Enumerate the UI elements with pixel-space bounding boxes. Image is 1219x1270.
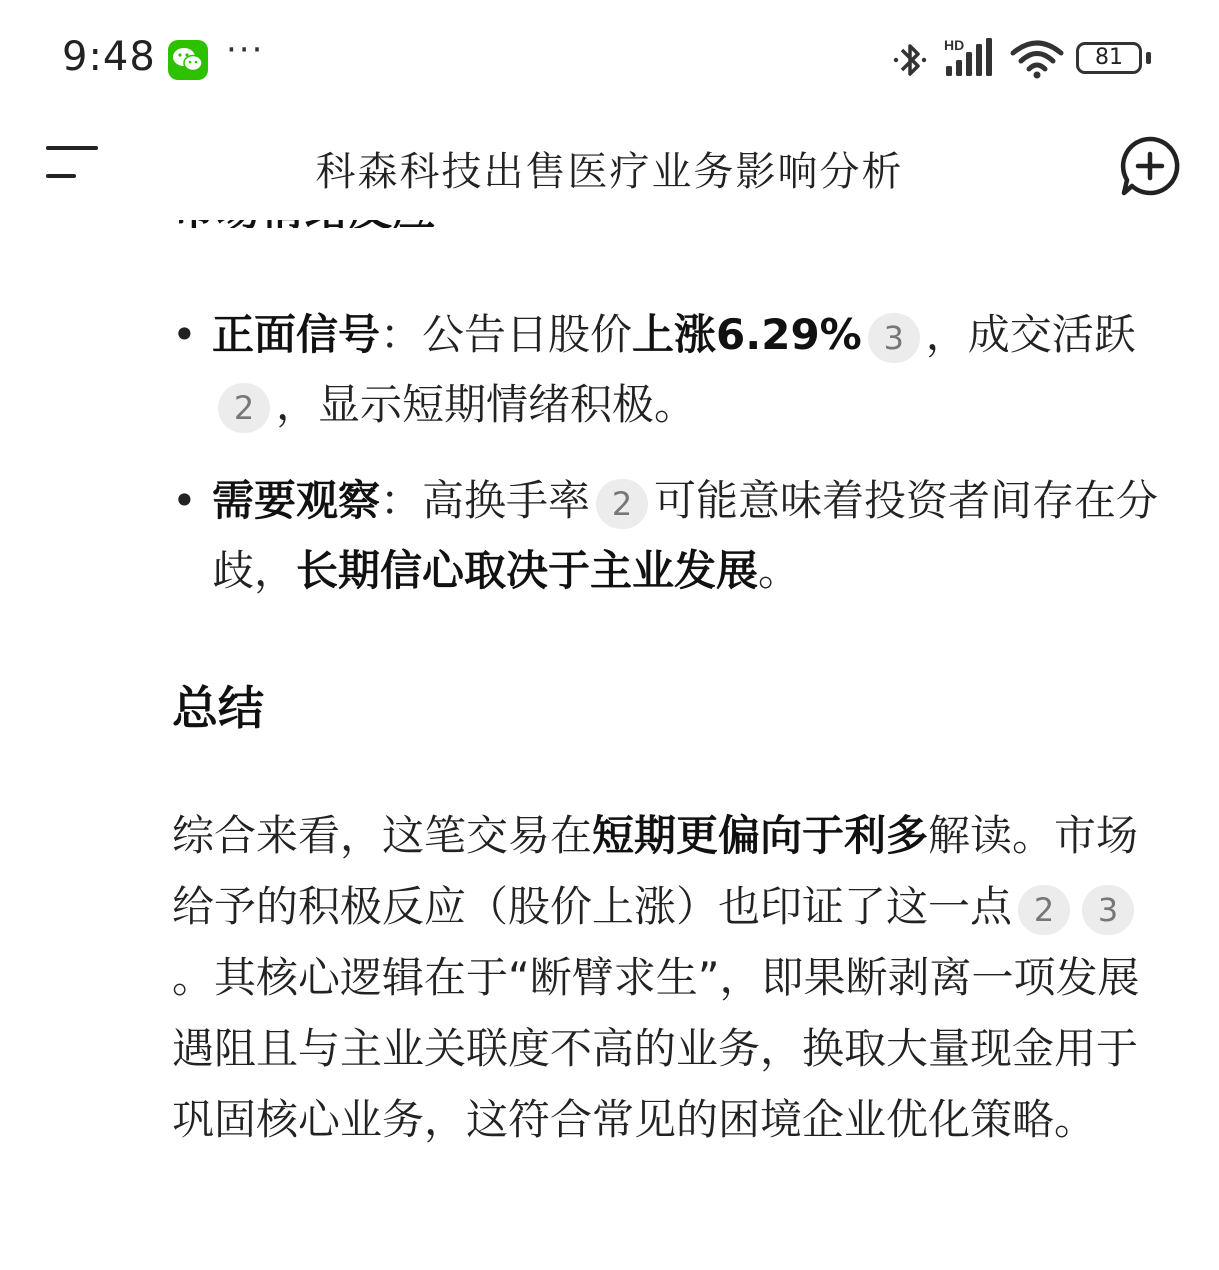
citation-badge[interactable]: 2 [218, 383, 270, 433]
app-header [0, 110, 1219, 220]
bullet-text: 公告日股价 [422, 310, 633, 359]
bullet-list [172, 300, 1172, 606]
citation-badge[interactable]: 3 [1082, 885, 1134, 935]
summary-text: 解读。市场给予的积极反应（股价上涨）也印证了这一点 [172, 811, 1139, 931]
citation-badge[interactable]: 2 [1018, 885, 1070, 935]
page-title: 科森科技出售医疗业务影响分析 [315, 149, 904, 195]
bluetooth-icon [890, 40, 930, 80]
summary-bold-text: 短期更偏向于利多 [592, 811, 929, 860]
citation-badge[interactable]: 2 [596, 479, 648, 529]
signal-hd-icon [944, 36, 1000, 80]
new-chat-icon[interactable] [1118, 134, 1182, 198]
bullet-text: 高换手率 [422, 476, 591, 525]
bullet-label: 需要观察 [212, 476, 381, 525]
bullet-text: ，显示短期情绪积极。 [276, 380, 697, 429]
bullet-bold-text: 上涨6.29% [632, 310, 862, 359]
bullet-text: 可能意味着投资者间存在分歧， [212, 476, 1159, 595]
wechat-icon [168, 40, 208, 80]
battery-level: 81 [1095, 45, 1123, 70]
status-time: 9:48 [62, 34, 156, 80]
hd-label: HD [944, 37, 965, 53]
list-item [172, 466, 1172, 606]
more-dots-icon: ··· [226, 30, 265, 70]
battery-icon [1076, 42, 1142, 74]
summary-paragraph [172, 800, 1172, 1155]
bullet-bold-text: 长期信心取决于主业发展 [296, 546, 759, 595]
message-content [172, 300, 1172, 632]
citation-badge[interactable]: 3 [868, 313, 920, 363]
summary-text: 综合来看，这笔交易在 [172, 811, 593, 860]
list-item [172, 300, 1172, 440]
wifi-icon [1010, 40, 1064, 80]
bullet-colon: ： [380, 310, 423, 359]
status-bar [0, 0, 1219, 110]
bullet-colon: ： [380, 476, 423, 525]
summary-text: 。其核心逻辑在于“断臂求生”，即果断剥离一项发展遇阻且与主业关联度不高的业务，换取大量现金用于巩固核心业务，这符合常见的困境企业优化策略。 [172, 953, 1140, 1144]
bullet-text: ，成交活跃 [925, 310, 1136, 359]
bullet-label: 正面信号 [212, 310, 381, 359]
battery-cap [1146, 52, 1151, 64]
bullet-text: 。 [758, 546, 801, 595]
summary-heading: 总结 [172, 681, 264, 735]
